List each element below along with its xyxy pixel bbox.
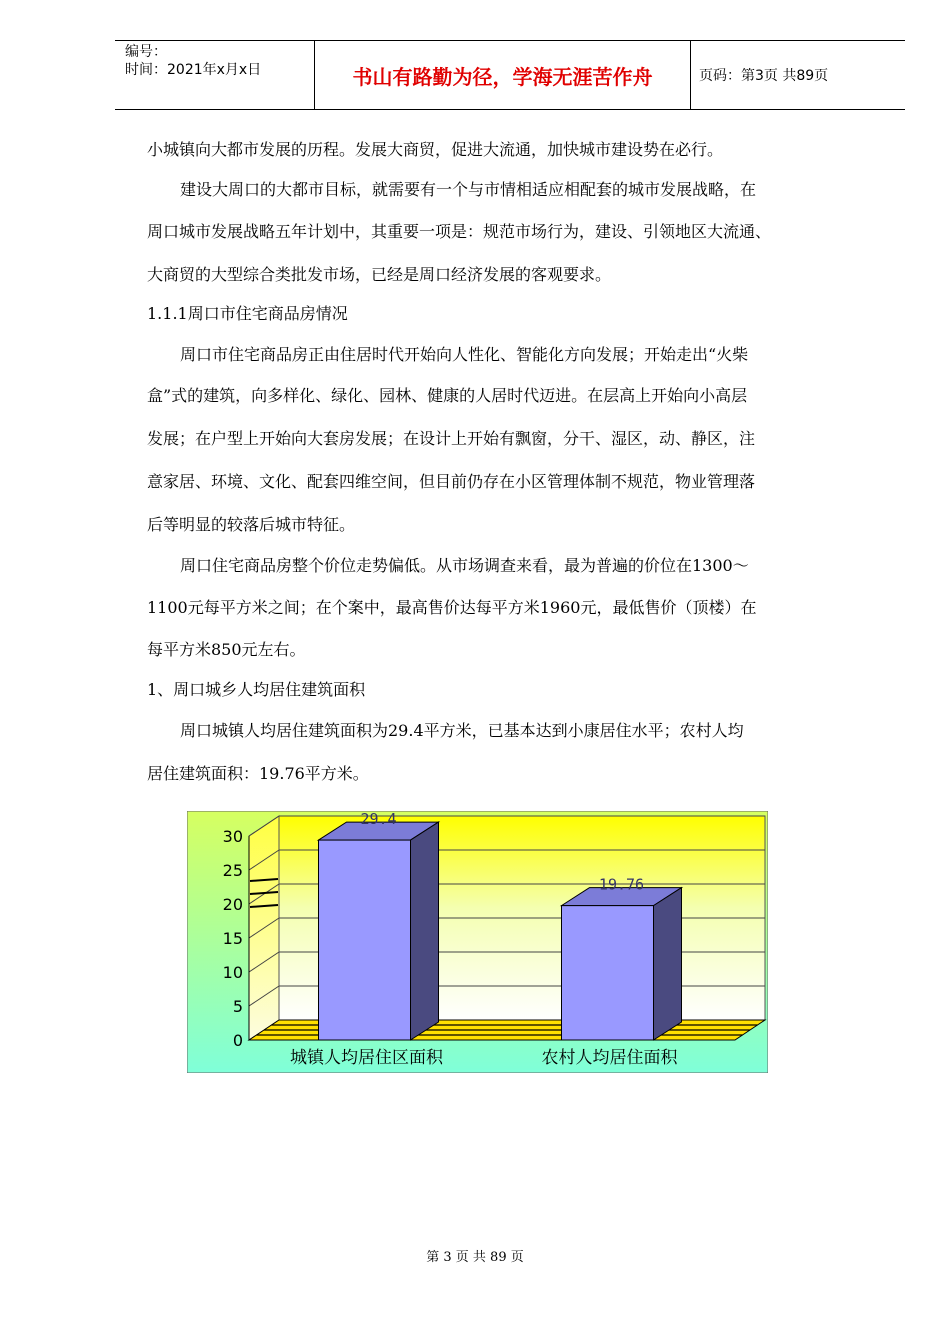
paragraph-line: 小城镇向大都市发展的历程。发展大商贸，促进大流通，加快城市建设势在必行。 bbox=[147, 140, 724, 159]
bar-side bbox=[654, 888, 682, 1040]
paragraph-line: 周口城市发展战略五年计划中，其重要一项是：规范市场行为，建设、引领地区大流通、 bbox=[147, 222, 772, 241]
header-meta bbox=[115, 41, 315, 109]
paragraph-line: 周口住宅商品房整个价位走势偏低。从市场调查来看，最为普遍的价位在1300～ bbox=[180, 556, 749, 575]
section-heading: 1.1.1周口市住宅商品房情况 bbox=[147, 304, 348, 323]
paragraph-line: 周口市住宅商品房正由住居时代开始向人性化、智能化方向发展；开始走出“火柴 bbox=[180, 345, 749, 364]
page-footer: 第 3 页 共 89 页 bbox=[426, 1250, 524, 1265]
time-label: 时间：2021年x月x日 bbox=[125, 62, 262, 78]
header-page-label: 页码：第3页 共89页 bbox=[699, 68, 829, 84]
header-motto: 书山有路勤为径，学海无涯苦作舟 bbox=[315, 41, 691, 109]
paragraph-line: 1100元每平方米之间；在个案中，最高售价达每平方米1960元，最低售价（顶楼）在 bbox=[147, 598, 757, 617]
paragraph-line: 周口城镇人均居住建筑面积为29.4平方米，已基本达到小康居住水平；农村人均 bbox=[180, 721, 744, 740]
paragraph-line: 意家居、环境、文化、配套四维空间，但目前仍存在小区管理体制不规范，物业管理落 bbox=[147, 472, 756, 491]
plot-area bbox=[223, 811, 765, 1068]
paragraph-line: 盒”式的建筑，向多样化、绿化、园林、健康的人居时代迈进。在层高上开始向小高层 bbox=[147, 386, 748, 405]
y-tick-label: 0 bbox=[232, 1031, 243, 1050]
bar-value-label: 29.4 bbox=[360, 811, 397, 829]
paragraph-line: 后等明显的较落后城市特征。 bbox=[147, 515, 356, 534]
paragraph-line: 发展；在户型上开始向大套房发展；在设计上开始有飘窗，分干、湿区，动、静区，注 bbox=[147, 429, 756, 448]
page-header bbox=[115, 40, 905, 110]
bar-chart bbox=[187, 811, 768, 1073]
y-tick-label: 20 bbox=[222, 895, 243, 914]
y-tick-label: 30 bbox=[222, 827, 243, 846]
paragraph-line: 大商贸的大型综合类批发市场，已经是周口经济发展的客观要求。 bbox=[147, 265, 612, 284]
y-tick-label: 5 bbox=[232, 997, 243, 1016]
section-heading: 1、周口城乡人均居住建筑面积 bbox=[147, 680, 366, 699]
bar-value-label: 19.76 bbox=[598, 875, 645, 894]
paragraph-line: 每平方米850元左右。 bbox=[147, 640, 306, 659]
paragraph-line: 建设大周口的大都市目标，就需要有一个与市情相适应相配套的城市发展战略，在 bbox=[180, 180, 757, 199]
category-label: 城镇人均居住区面积 bbox=[290, 1048, 443, 1068]
y-tick-label: 25 bbox=[222, 861, 243, 880]
y-tick-label: 15 bbox=[222, 929, 243, 948]
number-label: 编号： bbox=[125, 44, 167, 60]
y-tick-label: 10 bbox=[222, 963, 243, 982]
bar bbox=[319, 840, 411, 1040]
bar bbox=[562, 906, 654, 1040]
paragraph-line: 居住建筑面积：19.76平方米。 bbox=[147, 764, 369, 783]
category-label: 农村人均居住面积 bbox=[541, 1048, 678, 1068]
bar-side bbox=[411, 822, 439, 1040]
